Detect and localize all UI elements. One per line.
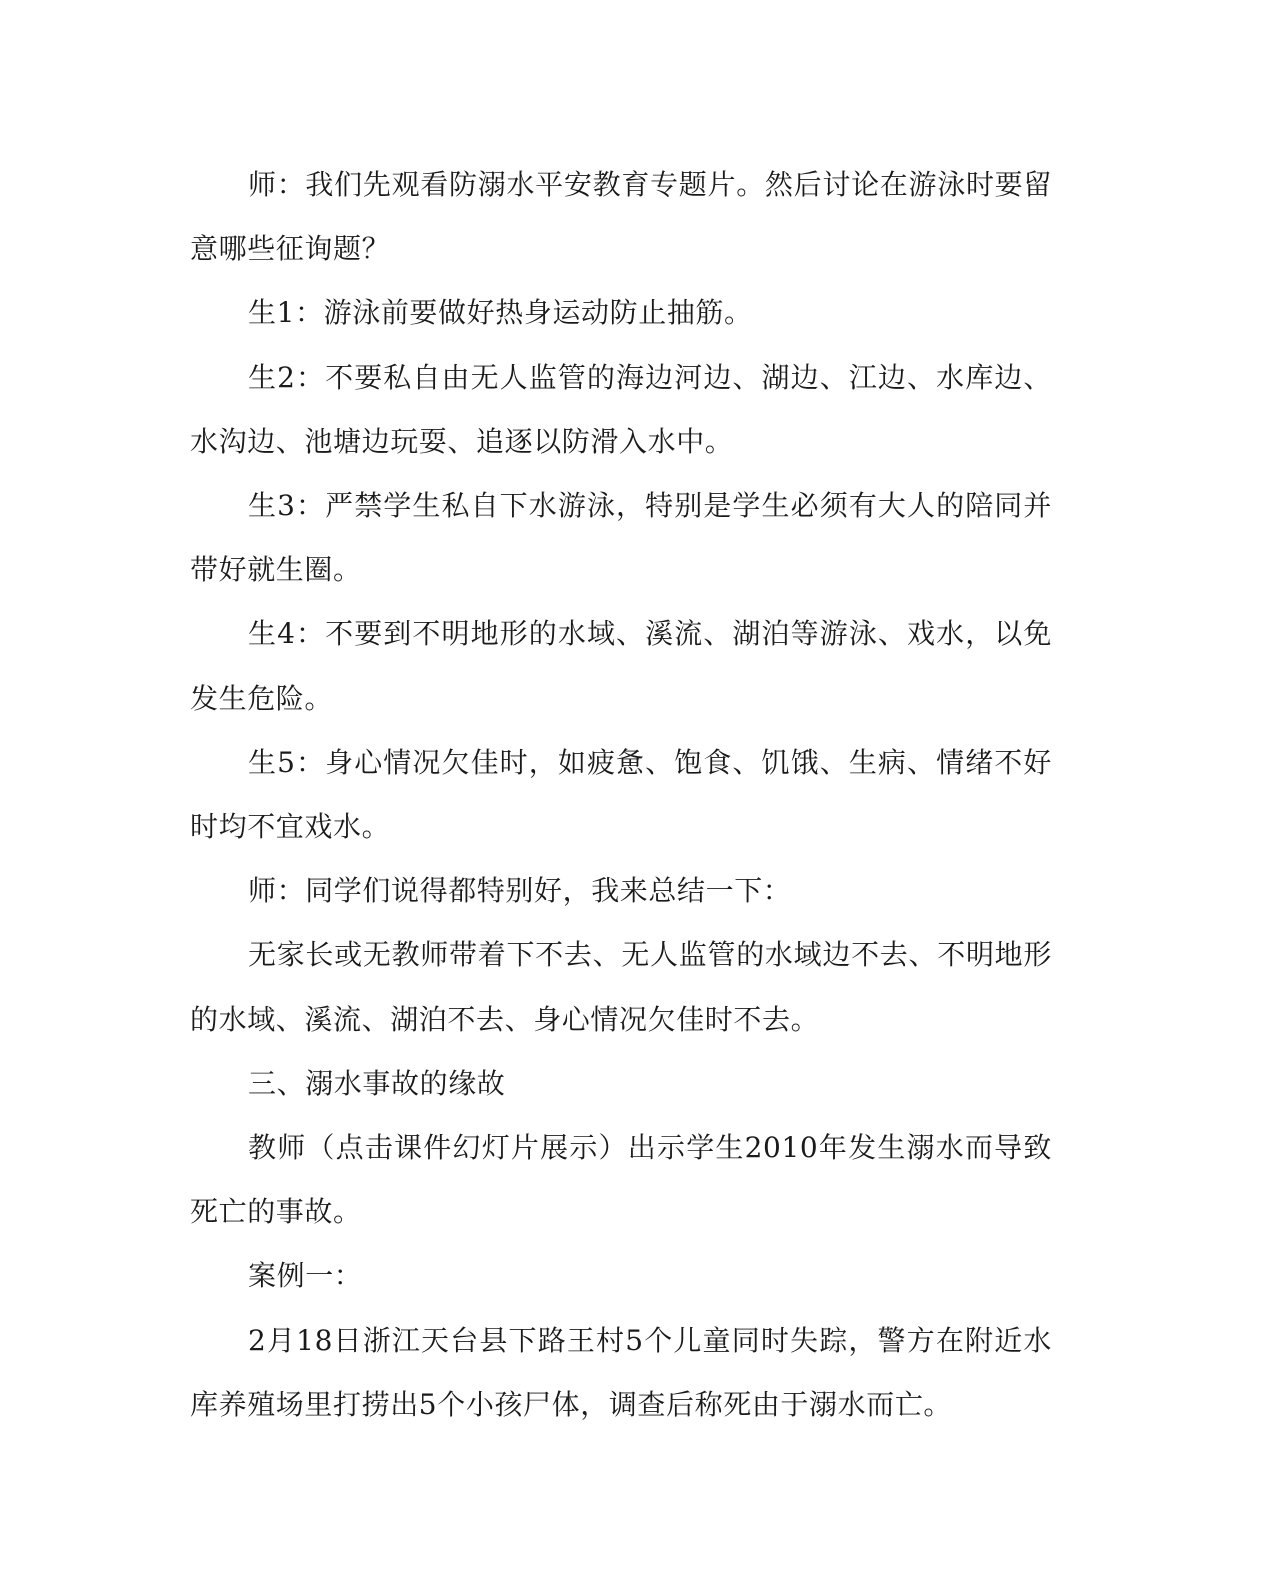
paragraph-student-3: 生3：严禁学生私自下水游泳，特别是学生必须有大人的陪同并带好就生圈。 (190, 489, 1052, 587)
paragraph-student-1: 生1：游泳前要做好热身运动防止抽筋。 (248, 296, 753, 330)
paragraph-teacher-summary: 师：同学们说得都特别好，我来总结一下： (248, 874, 792, 908)
paragraph-teacher-intro: 师：我们先观看防溺水平安教育专题片。然后讨论在游泳时要留意哪些征询题？ (190, 168, 1052, 266)
paragraph-student-4: 生4：不要到不明地形的水域、溪流、湖泊等游泳、戏水，以免发生危险。 (190, 617, 1052, 715)
paragraph-case-one: 2月18日浙江天台县下路王村5个儿童同时失踪，警方在附近水库养殖场里打捞出5个小孩尸体，调查后称死由于溺水而亡。 (190, 1323, 1052, 1421)
paragraph-teacher-slides: 教师（点击课件幻灯片展示）出示学生2010年发生溺水而导致死亡的事故。 (190, 1131, 1052, 1229)
paragraph-student-2: 生2：不要私自由无人监管的海边河边、湖边、江边、水库边、水沟边、池塘边玩耍、追逐以防滑入水中。 (190, 360, 1052, 458)
case-heading: 案例一： (248, 1259, 363, 1293)
paragraph-student-5: 生5：身心情况欠佳时，如疲惫、饱食、饥饿、生病、情绪不好时均不宜戏水。 (190, 745, 1052, 844)
section-heading: 三、溺水事故的缘故 (248, 1066, 506, 1100)
paragraph-summary-rules: 无家长或无教师带着下不去、无人监管的水域边不去、不明地形的水域、溪流、湖泊不去、身心情况欠佳时不去。 (190, 938, 1052, 1036)
document-body (190, 153, 1052, 1437)
